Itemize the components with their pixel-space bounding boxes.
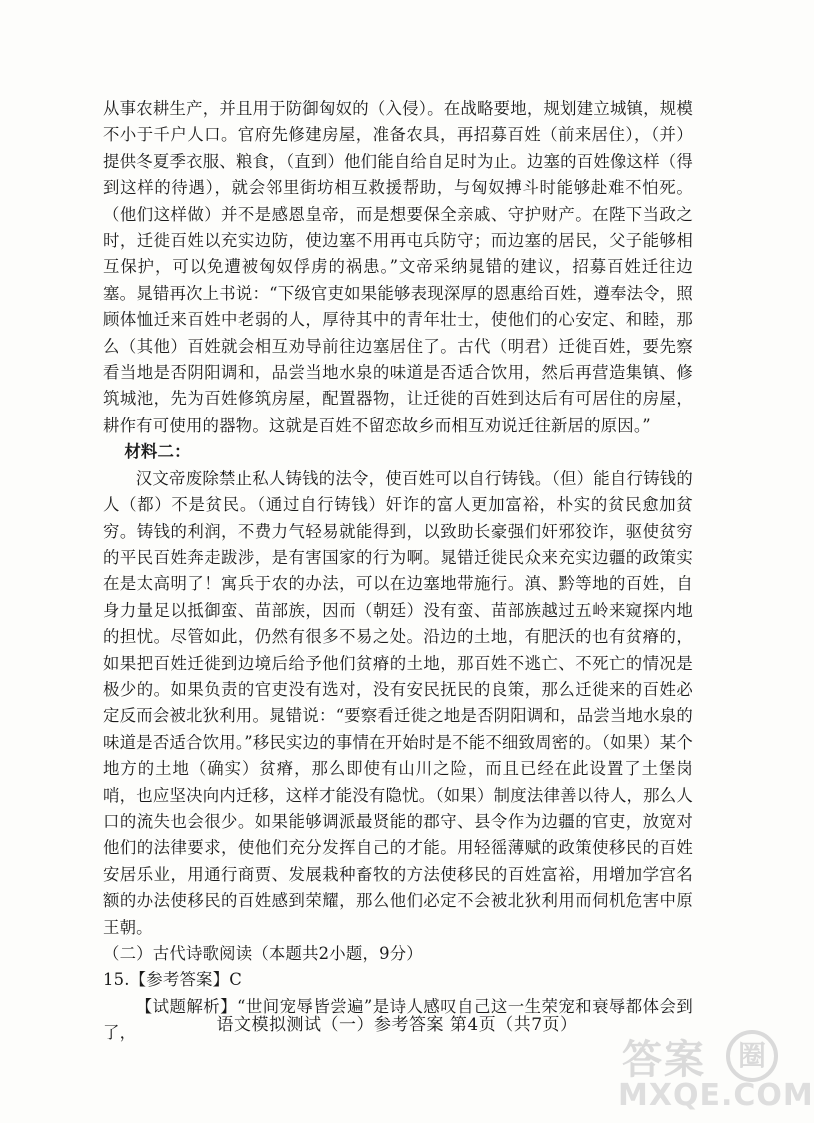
paragraph-material-two: 汉文帝废除禁止私人铸钱的法令，使百姓可以自行铸钱。（但）能自行铸钱的人（都）不是贫民。（通过自行铸钱）奸诈的富人更加富裕，朴实的贫民愈加贫穷。铸钱的利润，不费力气轻易就能得到，以致助长豪强们奸邪狡诈，驱使贫穷的平民百姓奔走跋涉，是有害国家的行为啊。晁错迁徙民众来充实边疆的政策实在是太高明了！寓兵于农的办法，可以在边塞地带施行。滇、黔等地的百姓，自身力量足以抵御蛮、苗部族，因而（朝廷）没有蛮、苗部族越过五岭来窥探内地的担忧。尽管如此，仍然有很多不易之处。沿边的土地，有肥沃的也有贫瘠的，如果把百姓迁徙到边境后给予他们贫瘠的土地，那百姓不逃亡、不死亡的情况是极少的。如果负责的官吏没有选对，没有安民抚民的良策，那么迁徙来的百姓必定反而会被北狄利用。晁错说：“要察看迁徙之地是否阴阳调和，品尝当地水泉的味道是否适合饮用。”移民实边的事情在开始时是不能不细致周密的。（如果）某个地方的土地（确实）贫瘠，那么即使有山川之险，而且已经在此设置了土堡岗哨，也应坚决向内迁移，这样才能没有隐忧。（如果）制度法律善以待人，那么人口的流失也会很少。如果能够调派最贤能的郡守、县令作为边疆的官吏，放宽对他们的法律要求，使他们充分发挥自己的才能。用轻徭薄赋的政策使移民的百姓安居乐业，用通行商贾、发展栽种畜牧的方法使移民的百姓富裕，用增加学宫名额的办法使移民的百姓感到荣耀，那么他们必定不会被北狄利用而伺机危害中原王朝。 [103, 468, 693, 937]
watermark-logo [608, 1028, 814, 1118]
analysis-15: 【试题解析】“世间宠辱皆尝遍”是诗人感叹自己这一生荣宠和衰辱都体会到了， [103, 996, 693, 1043]
watermark-circle-icon: 圈 [726, 1030, 778, 1082]
section-title-poetry: （二）古代诗歌阅读（本题共2小题，9分） [103, 944, 423, 963]
page-footer: 语文模拟测试（一）参考答案 第4页（共7页） [216, 1015, 578, 1035]
answer-15: 15.【参考答案】C [103, 970, 242, 990]
heading-material-two: 材料二： [124, 442, 191, 462]
watermark-logo-text: 答案 [622, 1037, 706, 1083]
watermark-url: MXQE.COM [618, 1078, 814, 1113]
document-body [103, 96, 693, 1047]
paragraph-material-one: 从事农耕生产，并且用于防御匈奴的（入侵）。在战略要地，规划建立城镇，规模不小于千户人口。官府先修建房屋，准备农具，再招募百姓（前来居住），（并）提供冬夏季衣服、粮食，（直到）他们能自给自足时为止。边塞的百姓像这样（得到这样的待遇），就会邻里街坊相互救援帮助，与匈奴搏斗时能够赴难不怕死。（他们这样做）并不是感恩皇帝，而是想要保全亲戚、守护财产。在陛下当政之时，迁徙百姓以充实边防，使边塞不用再屯兵防守；而边塞的居民，父子能够相互保护，可以免遭被匈奴俘虏的祸患。”文帝采纳晁错的建议，招募百姓迁往边塞。晁错再次上书说：“下级官吏如果能够表现深厚的恩惠给百姓，遵奉法令，照顾体恤迁来百姓中老弱的人，厚待其中的青年壮士，使他们的心安定、和睦，那么（其他）百姓就会相互劝导前往边塞居住了。古代（明君）迁徙百姓，要先察看当地是否阴阳调和，品尝当地水泉的味道是否适合饮用，然后再营造集镇、修筑城池，先为百姓修筑房屋，配置器物，让迁徙的百姓到达后有可居住的房屋，耕作有可使用的器物。这就是百姓不留恋故乡而相互劝说迁往新居的原因。” [103, 99, 693, 435]
